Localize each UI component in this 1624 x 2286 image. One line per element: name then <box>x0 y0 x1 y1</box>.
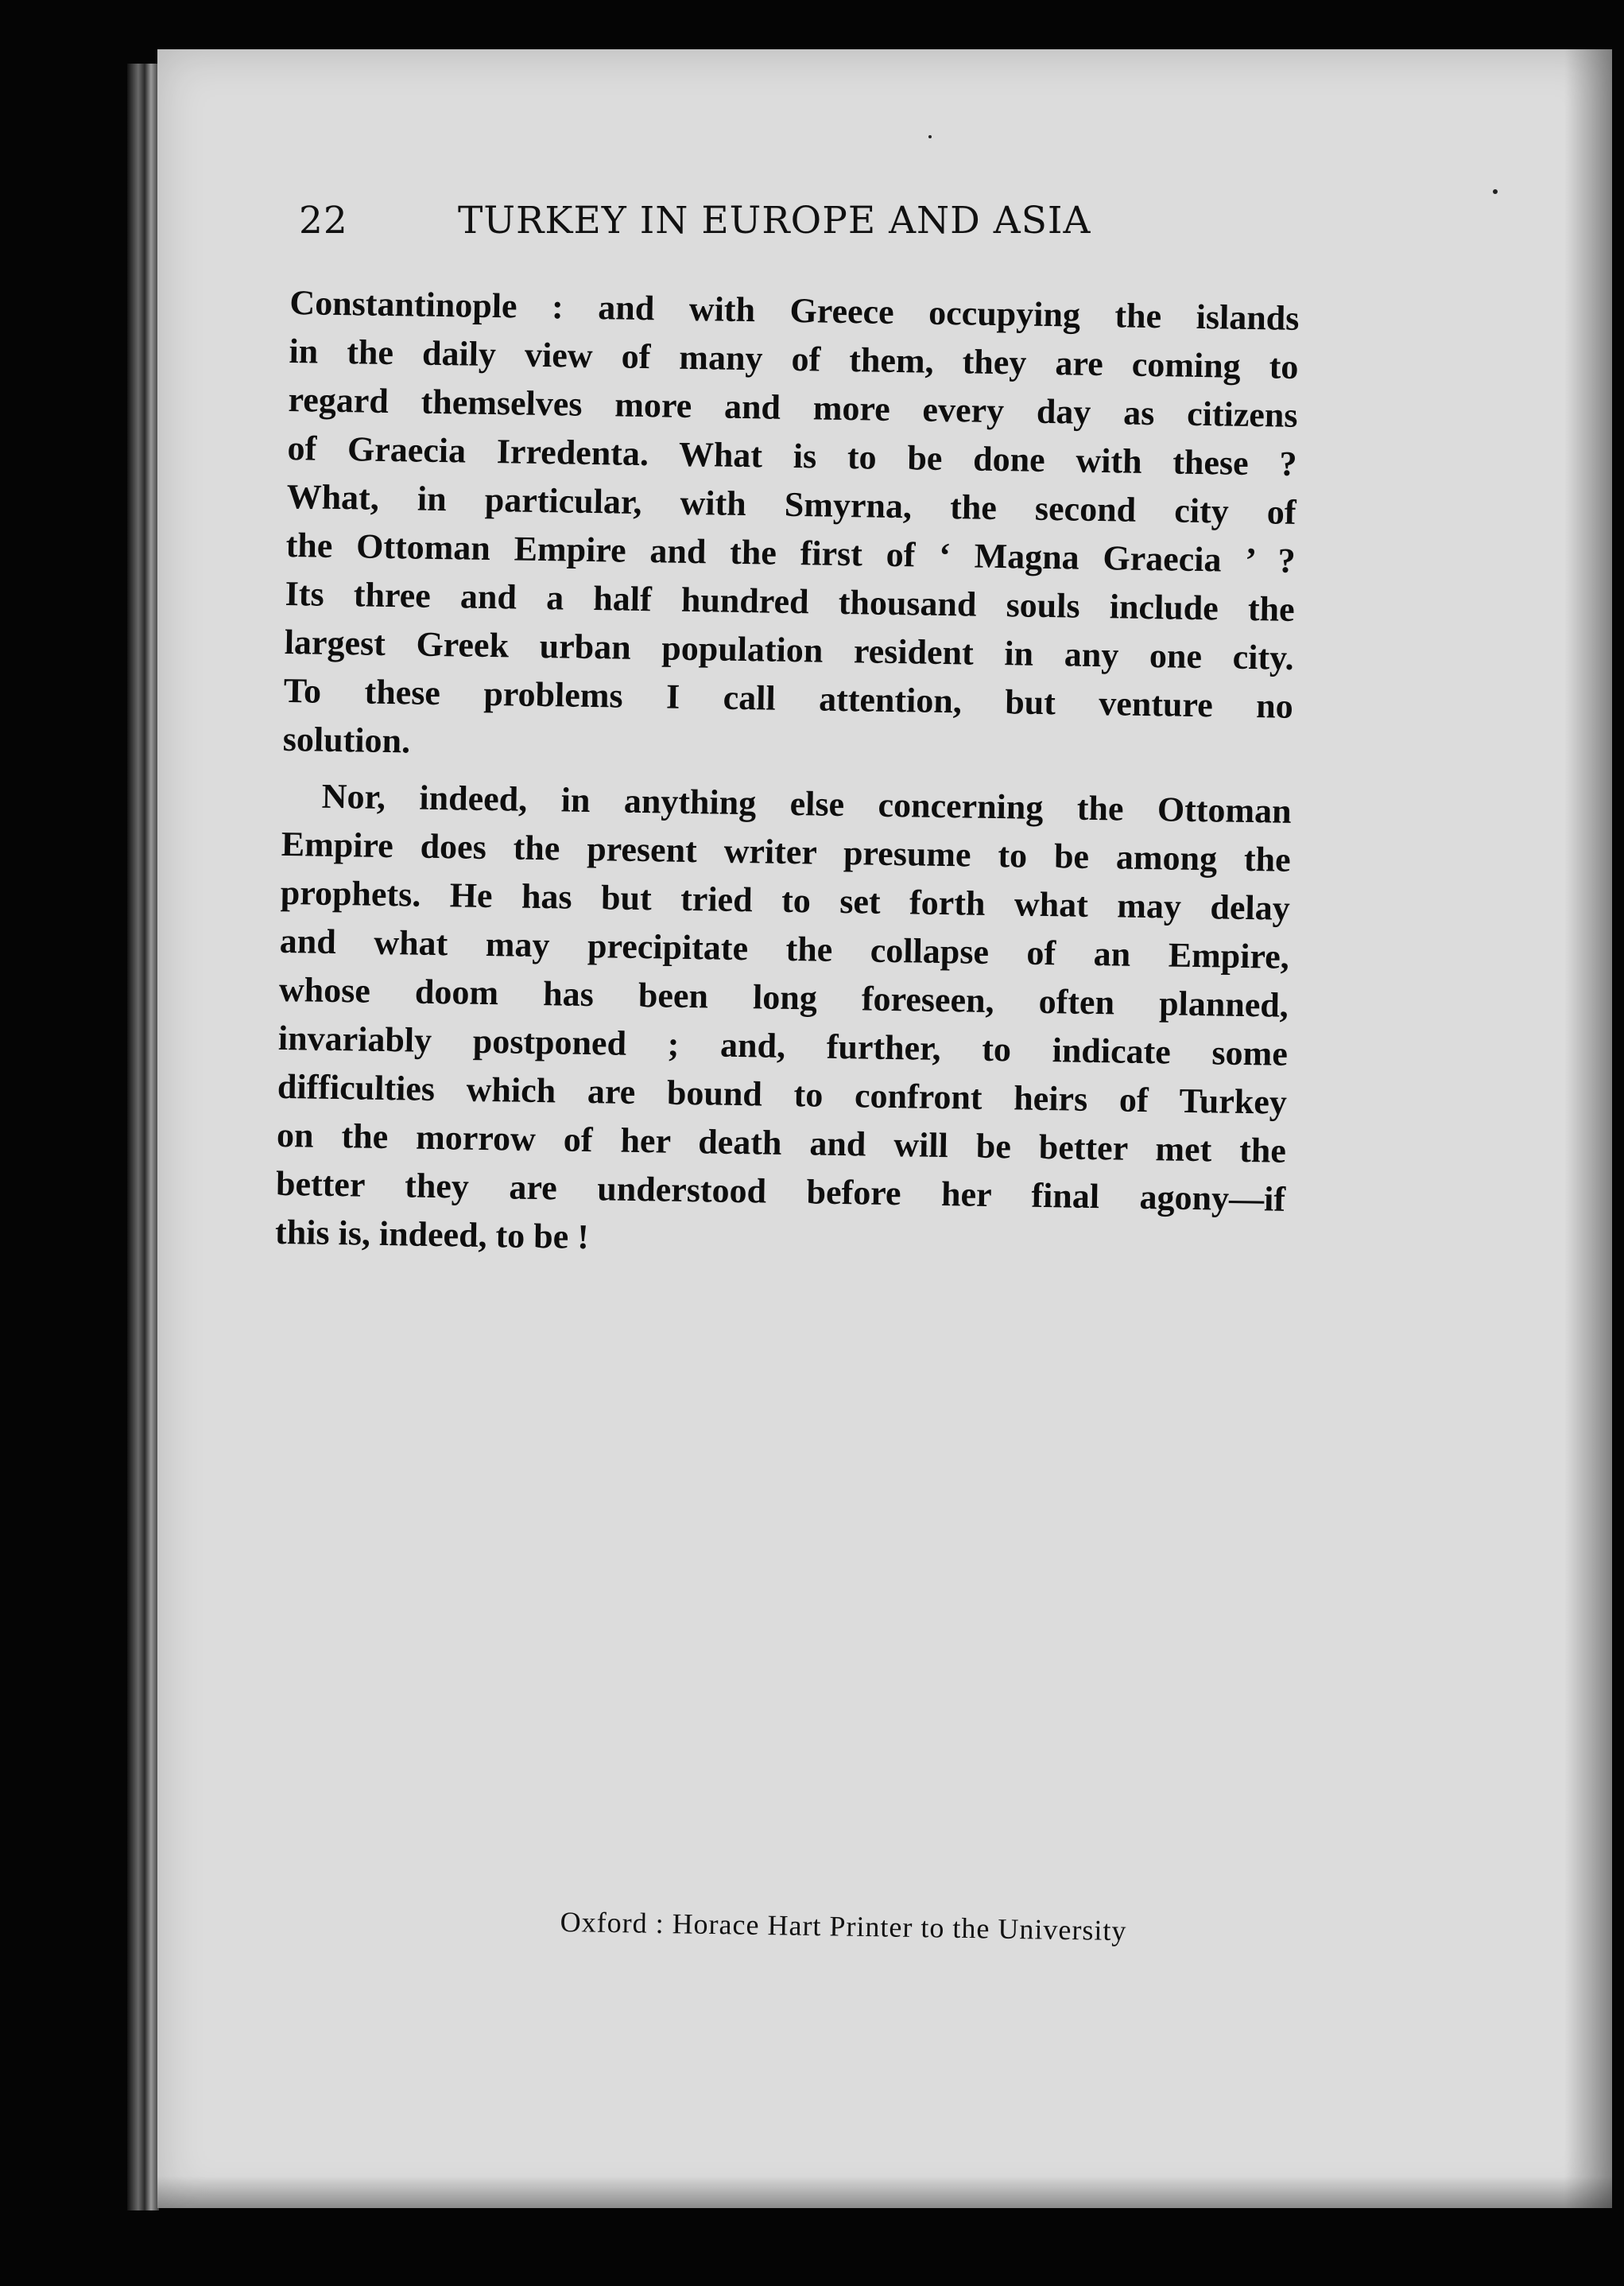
body-text <box>275 278 1300 1272</box>
text-line: Empire does the present writer presume to be among the <box>281 824 1292 879</box>
printer-imprint: Oxford : Horace Hart Printer to the University <box>560 1905 1127 1947</box>
text-line: the Ottoman Empire and the first of ‘ Magna Graecia ’ ? <box>285 525 1296 580</box>
running-title: TURKEY IN EUROPE AND ASIA <box>458 199 1091 243</box>
text-line: on the morrow of her death and will be better met the <box>276 1115 1287 1170</box>
text-line: regard themselves more and more every day as citizens <box>288 379 1298 435</box>
text-line: solution. <box>282 719 411 761</box>
text-line: To these problems I call attention, but venture no <box>283 670 1294 726</box>
scan-speck <box>928 135 932 138</box>
text-line: largest Greek urban population resident in any one city. <box>284 622 1295 677</box>
text-line: invariably postponed ; and, further, to indicate some <box>277 1018 1289 1073</box>
text-line: whose doom has been long foreseen, often planned, <box>278 969 1289 1025</box>
text-line: Its three and a half hundred thousand souls include the <box>285 573 1296 629</box>
text-line: this is, indeed, to be ! <box>274 1212 590 1257</box>
text-line: Nor, indeed, in anything else concerning the Ottoman <box>321 776 1293 831</box>
text-line: of Graecia Irredenta. What is to be done with these ? <box>287 428 1297 483</box>
text-line: difficulties which are bound to confront heirs of Turkey <box>277 1066 1288 1122</box>
text-line: in the daily view of many of them, they are coming to <box>289 331 1299 386</box>
paragraph-2 <box>275 771 1292 1272</box>
text-line: and what may precipitate the collapse of an Empire, <box>279 921 1290 976</box>
book-binding-edge <box>127 64 159 2210</box>
scan-speck <box>1493 189 1498 194</box>
paragraph-1 <box>282 278 1299 779</box>
text-line: prophets. He has but tried to set forth what may delay <box>280 872 1291 928</box>
text-line: Constantinople : and with Greece occupying the islands <box>289 282 1300 338</box>
page-bottom-shadow <box>157 2176 1612 2208</box>
text-line: What, in particular, with Smyrna, the second city of <box>286 476 1296 532</box>
running-head <box>299 199 1324 262</box>
page-number: 22 <box>299 199 348 243</box>
text-line: better they are understood before her final agony—if <box>275 1163 1286 1219</box>
page-edge-shadow <box>1564 49 1612 2208</box>
